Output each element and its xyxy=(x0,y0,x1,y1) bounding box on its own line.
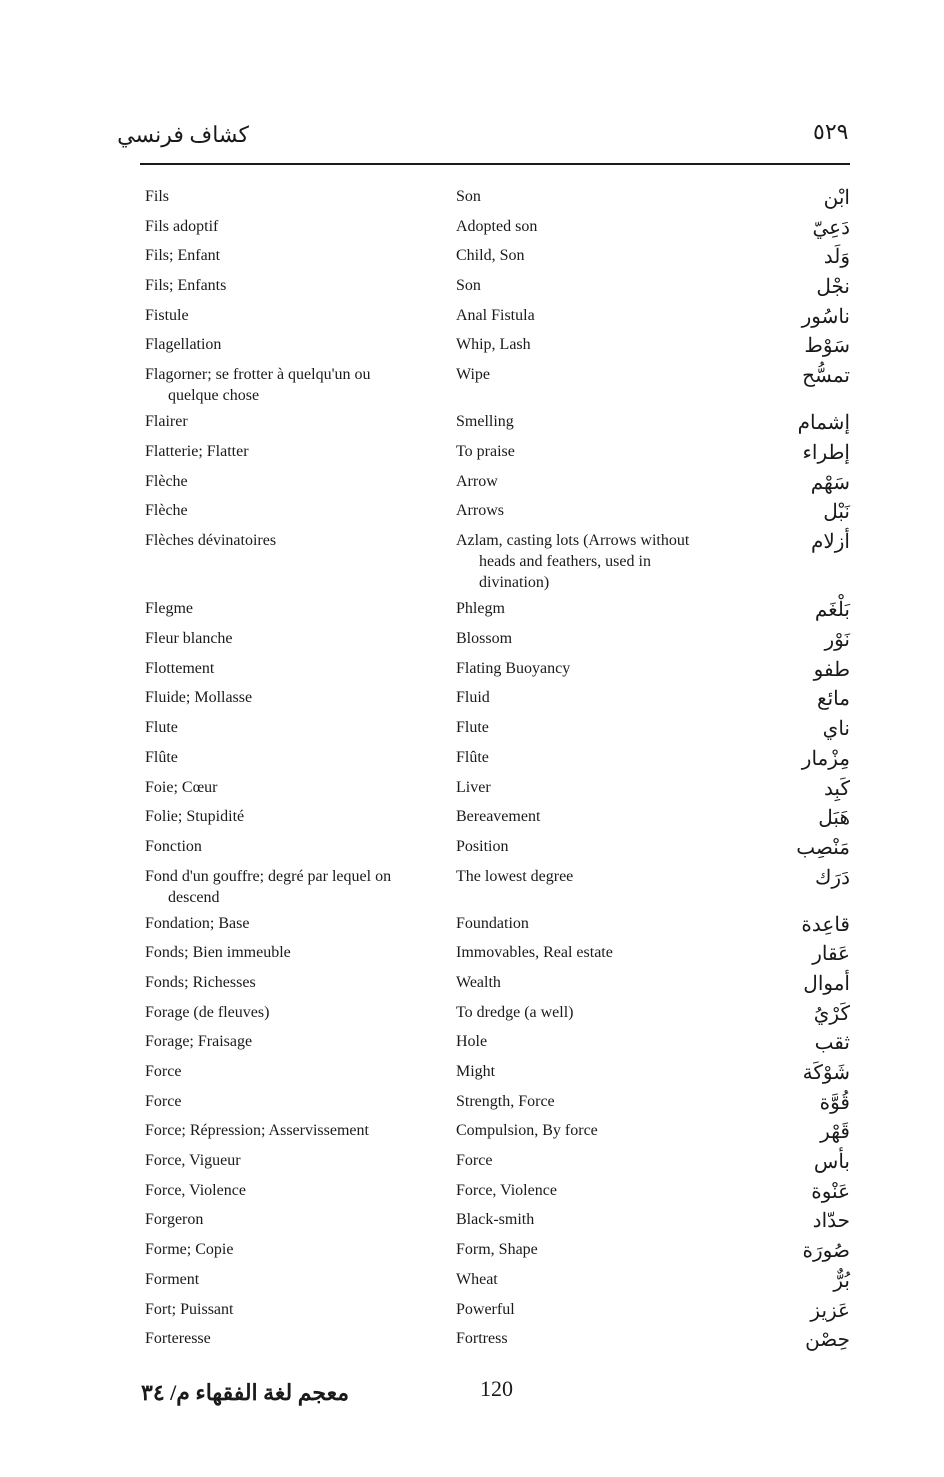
english-term-line: The lowest degree xyxy=(456,867,574,885)
english-term-line: Hole xyxy=(456,1033,488,1051)
english-term-line: Flating Buoyancy xyxy=(456,659,571,677)
header-title: كشاف فرنسي xyxy=(117,122,249,147)
english-term xyxy=(456,500,731,521)
french-term xyxy=(145,658,435,679)
dictionary-entry xyxy=(0,1091,944,1121)
english-term-line: Fortress xyxy=(456,1330,508,1348)
dictionary-entry xyxy=(0,836,944,866)
english-term-line: Azlam, casting lots (Arrows without xyxy=(456,531,690,549)
arabic-term: عَنْوة xyxy=(811,1180,850,1203)
english-term xyxy=(456,687,731,708)
dictionary-entry xyxy=(0,1150,944,1180)
dictionary-entry xyxy=(0,717,944,747)
french-term xyxy=(145,1031,435,1052)
dictionary-entry xyxy=(0,806,944,836)
arabic-term: شَوْكَة xyxy=(802,1062,850,1084)
english-term-line: Force xyxy=(456,1152,493,1170)
arabic-term: ناسُور xyxy=(801,305,850,328)
english-term-line: Liver xyxy=(456,778,491,796)
english-term-line: Phlegm xyxy=(456,600,505,618)
english-term-line: Might xyxy=(456,1063,496,1080)
dictionary-entry xyxy=(0,1269,944,1299)
french-term-line: Fils xyxy=(145,188,170,205)
arabic-term: حِصْن xyxy=(805,1329,850,1352)
english-term-line: Whip, Lash xyxy=(456,336,531,354)
french-term xyxy=(145,500,435,521)
french-term-line: Forme; Copie xyxy=(145,1241,234,1259)
arabic-term: وَلَد xyxy=(823,246,850,269)
french-term xyxy=(145,216,435,237)
french-term-line: Flèches dévinatoires xyxy=(145,531,277,549)
dictionary-entry xyxy=(0,500,944,530)
english-term-line: Powerful xyxy=(456,1300,515,1318)
arabic-term: نَبْل xyxy=(823,501,850,524)
french-term xyxy=(145,334,435,355)
dictionary-entry xyxy=(0,913,944,943)
french-term xyxy=(145,777,435,798)
english-term xyxy=(456,1239,731,1260)
french-term-line: Force; Répression; Asservissement xyxy=(145,1122,369,1140)
dictionary-entry xyxy=(0,687,944,717)
french-term xyxy=(145,275,435,296)
arabic-term: قاعِدة xyxy=(801,913,850,936)
french-term-line: Fonction xyxy=(145,837,202,855)
french-term xyxy=(145,245,435,266)
french-term-line: Fonds; Bien immeuble xyxy=(145,944,291,962)
french-term-line: Flatterie; Flatter xyxy=(145,442,249,460)
english-term xyxy=(456,441,731,462)
french-term xyxy=(145,441,435,462)
dictionary-entry xyxy=(0,658,944,688)
arabic-term: مِزْمار xyxy=(801,747,850,770)
french-term-line: Forage; Fraisage xyxy=(145,1033,253,1051)
header-page-number: ٥٢٩ xyxy=(813,119,849,144)
french-term xyxy=(145,942,435,963)
english-term-line: Wipe xyxy=(456,366,491,384)
french-term-line: Fluide; Mollasse xyxy=(145,689,253,707)
arabic-term: أموال xyxy=(803,972,850,995)
arabic-term: سَوْط xyxy=(804,335,850,358)
english-term xyxy=(456,530,731,593)
dictionary-entry xyxy=(0,628,944,658)
arabic-term: دَعِيّ xyxy=(812,216,850,239)
english-term-line: Smelling xyxy=(456,413,514,431)
english-term-line: Strength, Force xyxy=(456,1092,555,1110)
french-term-line: quelque chose xyxy=(168,387,260,405)
french-term-line: Fondation; Base xyxy=(145,914,250,932)
english-term xyxy=(456,836,731,857)
french-term xyxy=(145,836,435,857)
arabic-term: هَبَل xyxy=(818,807,850,830)
french-term-line: Flegme xyxy=(145,600,193,618)
french-term-line: Forgeron xyxy=(145,1211,204,1229)
french-term-line: Force, Violence xyxy=(145,1181,246,1199)
french-term-line: Fleur blanche xyxy=(145,630,233,648)
english-term xyxy=(456,1180,731,1201)
french-term xyxy=(145,1269,435,1290)
arabic-term: عَقار xyxy=(812,943,850,966)
french-term-line: Forteresse xyxy=(145,1330,211,1348)
french-term xyxy=(145,411,435,432)
english-term xyxy=(456,658,731,679)
dictionary-entry xyxy=(0,942,944,972)
english-term xyxy=(456,1120,731,1141)
french-term xyxy=(145,1120,435,1141)
english-term-line: heads and feathers, used in xyxy=(479,552,651,570)
french-term-line: Flèche xyxy=(145,472,188,490)
arabic-term: تمسُّح xyxy=(802,365,850,388)
arabic-term: طفو xyxy=(813,658,850,681)
french-term-line: Force xyxy=(145,1092,182,1110)
english-term-line: To dredge (a well) xyxy=(456,1003,574,1021)
french-term xyxy=(145,1061,435,1082)
english-term-line: Blossom xyxy=(456,630,513,648)
french-term xyxy=(145,972,435,993)
english-term xyxy=(456,334,731,355)
english-term xyxy=(456,747,731,768)
french-term-line: Flagellation xyxy=(145,336,222,354)
english-term-line: Son xyxy=(456,277,481,295)
dictionary-entry xyxy=(0,747,944,777)
dictionary-entry xyxy=(0,777,944,807)
dictionary-entry xyxy=(0,1299,944,1329)
french-term-line: Force xyxy=(145,1063,182,1080)
french-term-line: Foie; Cœur xyxy=(145,778,218,796)
french-term xyxy=(145,186,435,207)
french-term-line: Flute xyxy=(145,719,178,737)
english-term xyxy=(456,1031,731,1052)
arabic-term: مائع xyxy=(816,688,850,711)
dictionary-entry xyxy=(0,441,944,471)
french-term xyxy=(145,1180,435,1201)
english-term xyxy=(456,275,731,296)
french-term-line: Flèche xyxy=(145,502,188,520)
english-term xyxy=(456,1209,731,1230)
french-term-line: Fils; Enfant xyxy=(145,247,221,265)
dictionary-entry xyxy=(0,1031,944,1061)
arabic-term: ثقب xyxy=(814,1032,850,1055)
dictionary-entry xyxy=(0,305,944,335)
english-term xyxy=(456,1299,731,1320)
dictionary-entry xyxy=(0,972,944,1002)
french-term-line: Flagorner; se frotter à quelqu'un ou xyxy=(145,366,371,384)
english-term xyxy=(456,186,731,207)
english-term-line: Flûte xyxy=(456,748,489,766)
english-term xyxy=(456,305,731,326)
french-term xyxy=(145,1150,435,1171)
english-term-line: divination) xyxy=(479,573,550,591)
dictionary-entry xyxy=(0,1002,944,1032)
arabic-term: كَرْيُ xyxy=(813,1002,850,1025)
footer-book-title: معجم لغة الفقهاء م/ ٣٤ xyxy=(141,1380,349,1405)
dictionary-entry xyxy=(0,216,944,246)
french-term xyxy=(145,530,435,551)
french-term xyxy=(145,1091,435,1112)
english-term-line: Foundation xyxy=(456,914,529,932)
french-term-line: Folie; Stupidité xyxy=(145,808,245,826)
english-term xyxy=(456,245,731,266)
french-term xyxy=(145,1299,435,1320)
dictionary-entry xyxy=(0,364,944,411)
english-term-line: Form, Shape xyxy=(456,1241,538,1259)
arabic-term: سَهْم xyxy=(810,471,850,494)
arabic-term: إطراء xyxy=(802,441,850,464)
french-term xyxy=(145,305,435,326)
dictionary-entry xyxy=(0,1180,944,1210)
dictionary-entry xyxy=(0,245,944,275)
french-term-line: descend xyxy=(168,888,220,906)
arabic-term: بُرٌّ xyxy=(833,1269,850,1292)
french-term-line: Fils adoptif xyxy=(145,217,219,235)
french-term xyxy=(145,806,435,827)
english-term xyxy=(456,1002,731,1023)
dictionary-entry xyxy=(0,1120,944,1150)
arabic-term: نَوْر xyxy=(824,629,850,652)
dictionary-entry xyxy=(0,1328,944,1358)
arabic-term: حدّاد xyxy=(812,1210,850,1233)
footer-page-number: 120 xyxy=(480,1376,513,1401)
dictionary-entries xyxy=(0,186,944,1358)
english-term xyxy=(456,471,731,492)
french-term-line: Flûte xyxy=(145,748,178,766)
english-term xyxy=(456,972,731,993)
arabic-term: مَنْصِب xyxy=(796,836,850,859)
french-term xyxy=(145,687,435,708)
english-term-line: Flute xyxy=(456,719,489,737)
french-term-line: Force, Vigueur xyxy=(145,1152,241,1170)
english-term xyxy=(456,806,731,827)
english-term xyxy=(456,216,731,237)
dictionary-entry xyxy=(0,598,944,628)
french-term-line: Forment xyxy=(145,1270,200,1288)
english-term xyxy=(456,1328,731,1349)
french-term xyxy=(145,598,435,619)
french-term xyxy=(145,471,435,492)
english-term xyxy=(456,1091,731,1112)
english-term-line: Force, Violence xyxy=(456,1181,557,1199)
english-term-line: Arrow xyxy=(456,472,498,490)
english-term-line: Compulsion, By force xyxy=(456,1122,598,1140)
header-rule xyxy=(140,163,850,165)
arabic-term: قُوَّة xyxy=(819,1091,850,1114)
dictionary-entry xyxy=(0,471,944,501)
french-term xyxy=(145,1328,435,1349)
arabic-term: دَرَك xyxy=(814,866,850,889)
french-term-line: Fonds; Richesses xyxy=(145,973,256,991)
english-term-line: To praise xyxy=(456,442,515,460)
dictionary-entry xyxy=(0,411,944,441)
english-term-line: Position xyxy=(456,837,509,855)
english-term xyxy=(456,598,731,619)
dictionary-entry xyxy=(0,1061,944,1091)
french-term xyxy=(145,866,435,908)
french-term xyxy=(145,717,435,738)
french-term-line: Forage (de fleuves) xyxy=(145,1003,270,1021)
english-term xyxy=(456,942,731,963)
english-term-line: Wheat xyxy=(456,1270,498,1288)
french-term xyxy=(145,1002,435,1023)
english-term-line: Adopted son xyxy=(456,217,538,235)
english-term xyxy=(456,1150,731,1171)
french-term xyxy=(145,913,435,934)
french-term-line: Flairer xyxy=(145,413,188,431)
english-term xyxy=(456,628,731,649)
arabic-term: بَلْغَم xyxy=(814,599,850,622)
arabic-term: ابْن xyxy=(823,187,850,209)
french-term xyxy=(145,1209,435,1230)
arabic-term: نجْل xyxy=(816,276,850,299)
french-term-line: Fond d'un gouffre; degré par lequel on xyxy=(145,867,392,885)
arabic-term: كَبِد xyxy=(823,777,850,800)
french-term-line: Flottement xyxy=(145,659,215,677)
english-term-line: Fluid xyxy=(456,689,490,707)
english-term-line: Bereavement xyxy=(456,808,541,826)
french-term-line: Fort; Puissant xyxy=(145,1300,234,1318)
english-term xyxy=(456,1061,731,1082)
arabic-term: عَزيز xyxy=(810,1299,850,1322)
arabic-term: ناي xyxy=(822,718,850,741)
english-term-line: Arrows xyxy=(456,502,504,520)
arabic-term: صُورَة xyxy=(802,1240,850,1263)
english-term-line: Wealth xyxy=(456,973,501,991)
english-term xyxy=(456,411,731,432)
english-term-line: Black-smith xyxy=(456,1211,535,1229)
english-term xyxy=(456,913,731,934)
french-term-line: Fils; Enfants xyxy=(145,277,227,295)
arabic-term: أزلام xyxy=(810,530,850,553)
english-term-line: Immovables, Real estate xyxy=(456,944,613,962)
arabic-term: إشمام xyxy=(797,412,850,435)
french-term-line: Fistule xyxy=(145,306,189,324)
dictionary-entry xyxy=(0,275,944,305)
english-term-line: Son xyxy=(456,188,481,205)
english-term-line: Anal Fistula xyxy=(456,306,535,324)
english-term xyxy=(456,717,731,738)
english-term-line: Child, Son xyxy=(456,247,525,265)
french-term xyxy=(145,364,435,406)
dictionary-entry xyxy=(0,186,944,216)
dictionary-entry xyxy=(0,1209,944,1239)
french-term xyxy=(145,628,435,649)
english-term xyxy=(456,866,731,887)
english-term xyxy=(456,1269,731,1290)
french-term xyxy=(145,1239,435,1260)
dictionary-entry xyxy=(0,1239,944,1269)
english-term xyxy=(456,777,731,798)
dictionary-entry xyxy=(0,866,944,913)
arabic-term: قَهْر xyxy=(820,1121,850,1144)
arabic-term: بأس xyxy=(813,1151,850,1174)
french-term xyxy=(145,747,435,768)
english-term xyxy=(456,364,731,385)
dictionary-entry xyxy=(0,334,944,364)
dictionary-entry xyxy=(0,530,944,599)
